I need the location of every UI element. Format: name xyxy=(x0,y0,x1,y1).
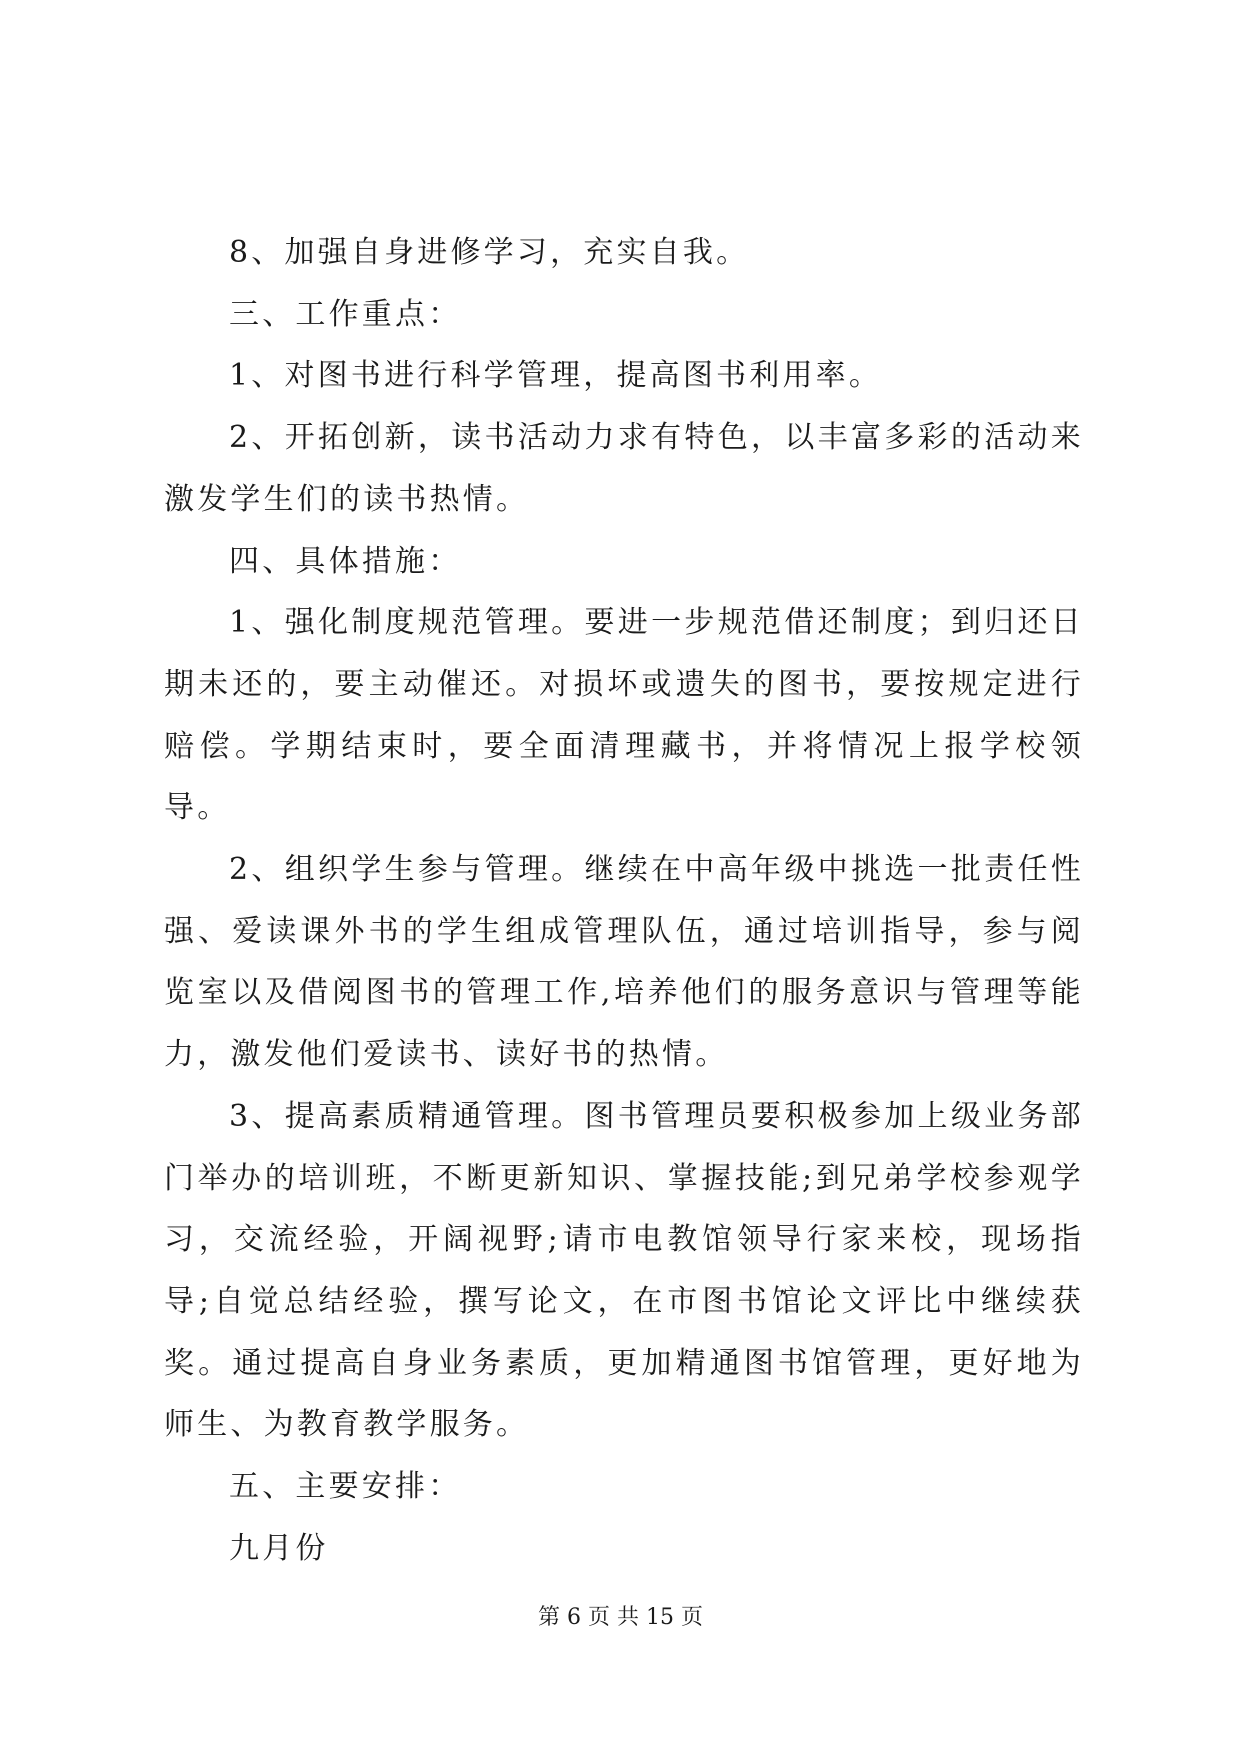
paragraph-focus-1: 1、对图书进行科学管理，提高图书利用率。 xyxy=(229,358,883,394)
paragraph-item-8: 8、加强自身进修学习，充实自我。 xyxy=(229,235,750,270)
paragraph-measure-2: 2、组织学生参与管理。继续在中高年级中挑选一批责任性强、爱读课外书的学生组成管理队伍，通过培训指导，参与阅览室以及借阅图书的管理工作,培养他们的服务意识与管理等能力，激发他们爱读书、读好书的热情。 xyxy=(164,852,1084,1073)
section-heading-arrangements: 五、主要安排： xyxy=(229,1469,462,1505)
paragraph-focus-2: 2、开拓创新，读书活动力求有特色，以丰富多彩的活动来激发学生们的读书热情。 xyxy=(164,420,1084,517)
paragraph-measure-1: 1、强化制度规范管理。要进一步规范借还制度；到归还日期未还的，要主动催还。对损坏或遗失的图书，要按规定进行赔偿。学期结束时，要全面清理藏书，并将情况上报学校领导。 xyxy=(164,605,1084,826)
section-heading-work-focus: 三、工作重点： xyxy=(229,296,462,332)
section-heading-measures: 四、具体措施： xyxy=(229,543,462,579)
paragraph-measure-3: 3、提高素质精通管理。图书管理员要积极参加上级业务部门举办的培训班，不断更新知识、掌握技能;到兄弟学校参观学习，交流经验，开阔视野;请市电教馆领导行家来校，现场指导;自觉总结经验，撰写论文，在市图书馆论文评比中继续获奖。通过提高自身业务素质，更加精通图书馆管理，更好地为师生、为教育教学服务。 xyxy=(164,1098,1084,1443)
document-body xyxy=(164,222,1084,1579)
page-number-footer: 第 6 页 共 15 页 xyxy=(538,1605,703,1630)
paragraph-september: 九月份 xyxy=(229,1530,329,1566)
